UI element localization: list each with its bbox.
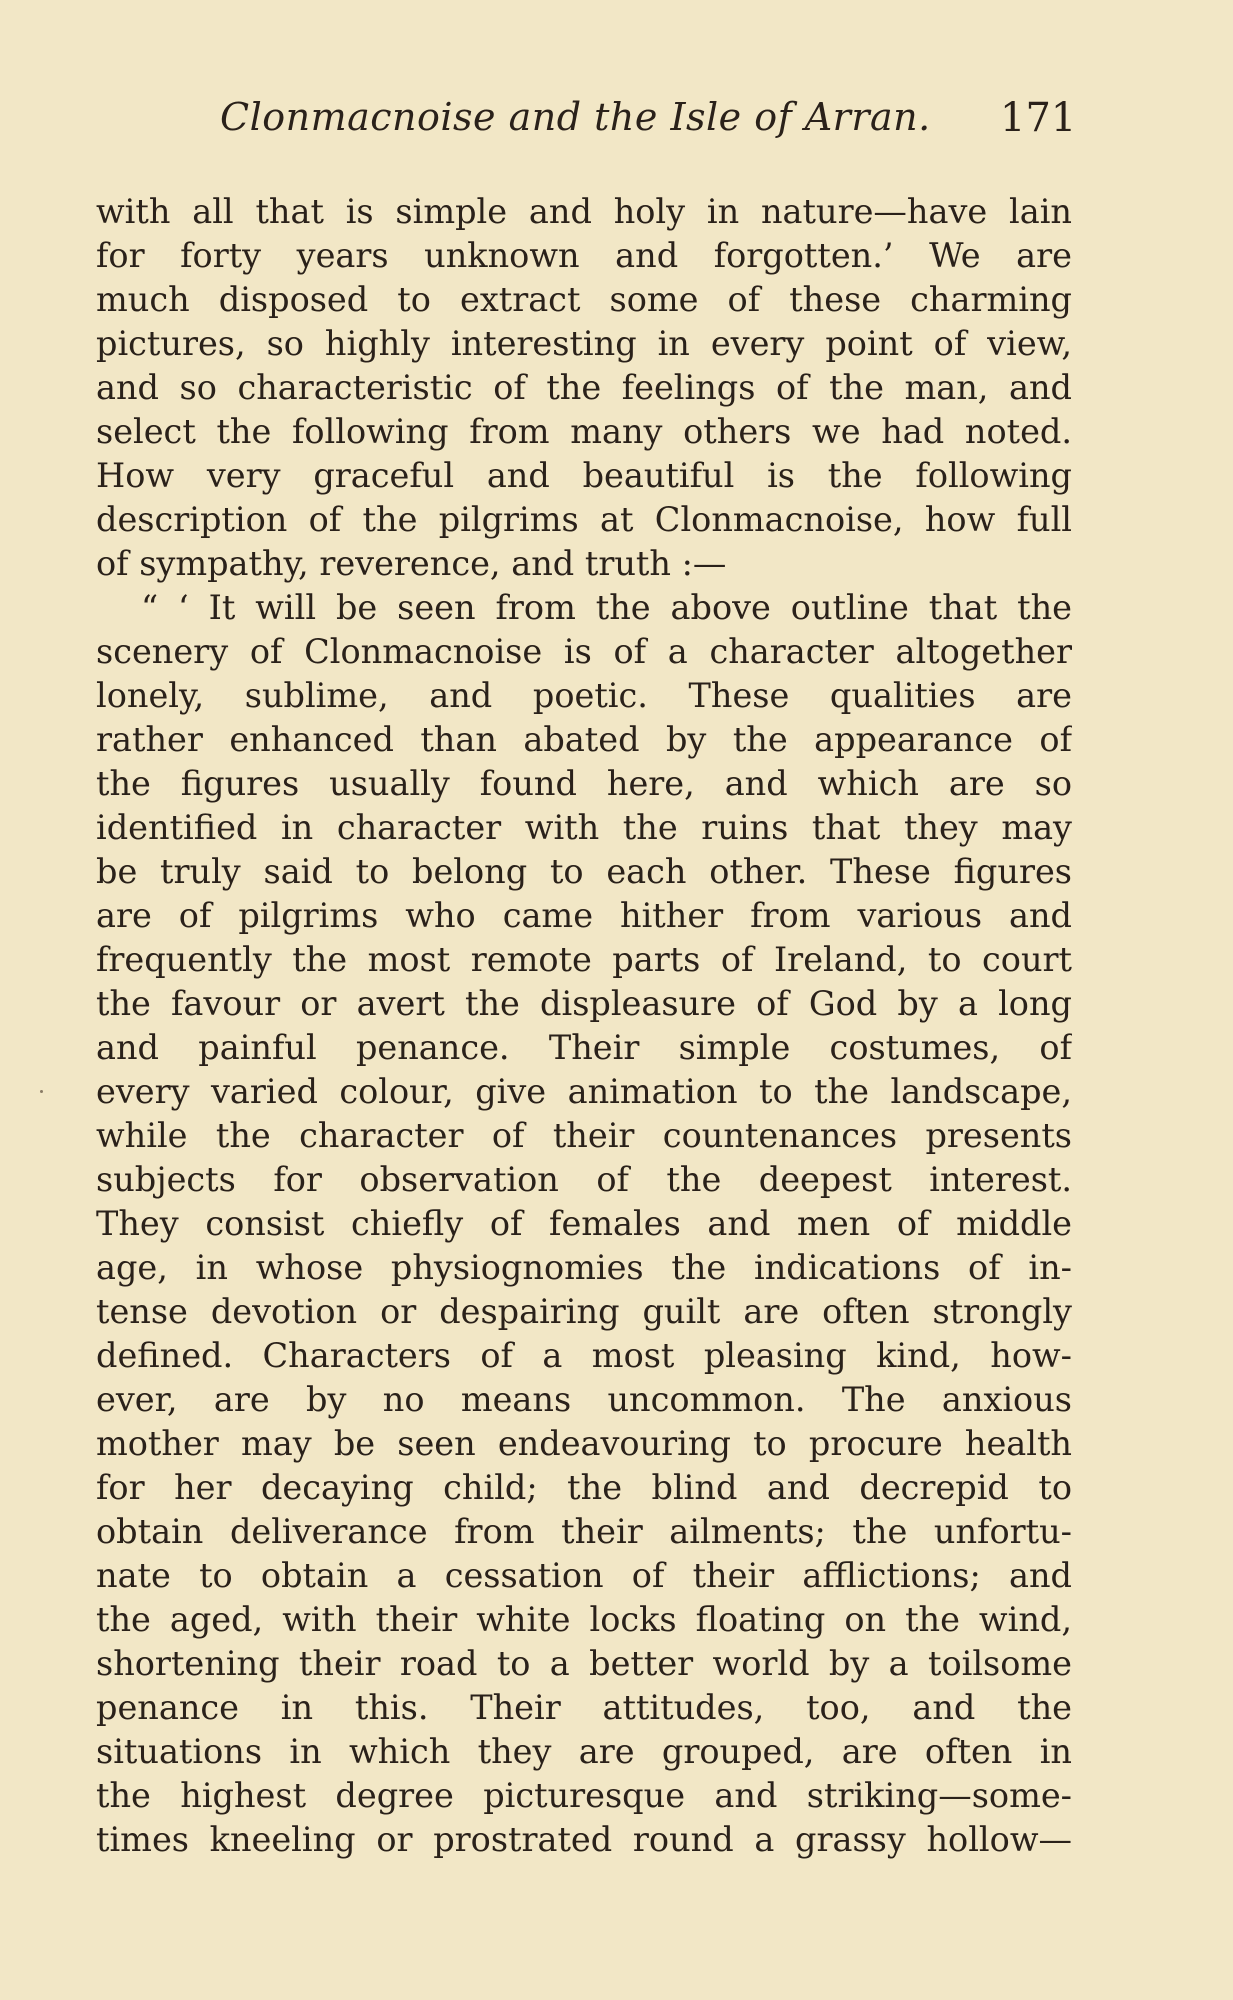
text-line: the figures usually found here, and which are so [96, 764, 1072, 803]
text-line: description of the pilgrims at Clonmacnoise, how full [96, 500, 1072, 539]
text-line: subjects for observation of the deepest interest. [96, 1160, 1072, 1199]
running-title: Clonmacnoise and the Isle of Arran. [220, 95, 931, 139]
page-number: 171 [1000, 95, 1077, 141]
text-line: obtain deliverance from their ailments; the unfortu- [96, 1512, 1072, 1551]
text-line: They consist chiefly of females and men of middle [96, 1204, 1072, 1243]
text-line: select the following from many others we had noted. [96, 412, 1072, 451]
text-line: for her decaying child; the blind and decrepid to [96, 1468, 1072, 1507]
text-line: ever, are by no means uncommon. The anxious [96, 1380, 1072, 1419]
text-line: age, in whose physiognomies the indications of in- [96, 1248, 1072, 1287]
text-line: lonely, sublime, and poetic. These qualities are [96, 676, 1072, 715]
text-line: frequently the most remote parts of Ireland, to court [96, 940, 1072, 979]
text-line: for forty years unknown and forgotten.’ We are [96, 236, 1072, 275]
text-line: much disposed to extract some of these charming [96, 280, 1072, 319]
text-line: situations in which they are grouped, are often in [96, 1732, 1072, 1771]
text-line: the favour or avert the displeasure of God by a long [96, 984, 1072, 1023]
text-line: identified in character with the ruins that they may [96, 808, 1072, 847]
text-line: and painful penance. Their simple costumes, of [96, 1028, 1072, 1067]
paper-speck [40, 1090, 43, 1093]
quote-opening-line: “ ‘ It will be seen from the above outline that the [141, 588, 1072, 627]
text-line: mother may be seen endeavouring to procure health [96, 1424, 1072, 1463]
text-line: scenery of Clonmacnoise is of a character altogether [96, 632, 1072, 671]
text-line: times kneeling or prostrated round a grassy hollow— [96, 1820, 1072, 1859]
text-line: are of pilgrims who came hither from various and [96, 896, 1072, 935]
text-line: How very graceful and beautiful is the following [96, 456, 1072, 495]
text-line: the aged, with their white locks floating on the wind, [96, 1600, 1072, 1639]
text-line: rather enhanced than abated by the appearance of [96, 720, 1072, 759]
text-line: pictures, so highly interesting in every point of view, [96, 324, 1072, 363]
text-line: and so characteristic of the feelings of the man, and [96, 368, 1072, 407]
text-line: tense devotion or despairing guilt are often strongly [96, 1292, 1072, 1331]
text-line: defined. Characters of a most pleasing kind, how- [96, 1336, 1072, 1375]
text-line: every varied colour, give animation to the landscape, [96, 1072, 1072, 1111]
body-text [96, 190, 1072, 1862]
text-line: while the character of their countenances presents [96, 1116, 1072, 1155]
text-line: with all that is simple and holy in nature—have lain [96, 192, 1072, 231]
text-line: shortening their road to a better world by a toilsome [96, 1644, 1072, 1683]
text-line: be truly said to belong to each other. These figures [96, 852, 1072, 891]
text-line: nate to obtain a cessation of their afflictions; and [96, 1556, 1072, 1595]
text-line: of sympathy, reverence, and truth :— [96, 544, 727, 583]
text-line: penance in this. Their attitudes, too, and the [96, 1688, 1072, 1727]
text-line: the highest degree picturesque and striking—some- [96, 1776, 1072, 1815]
